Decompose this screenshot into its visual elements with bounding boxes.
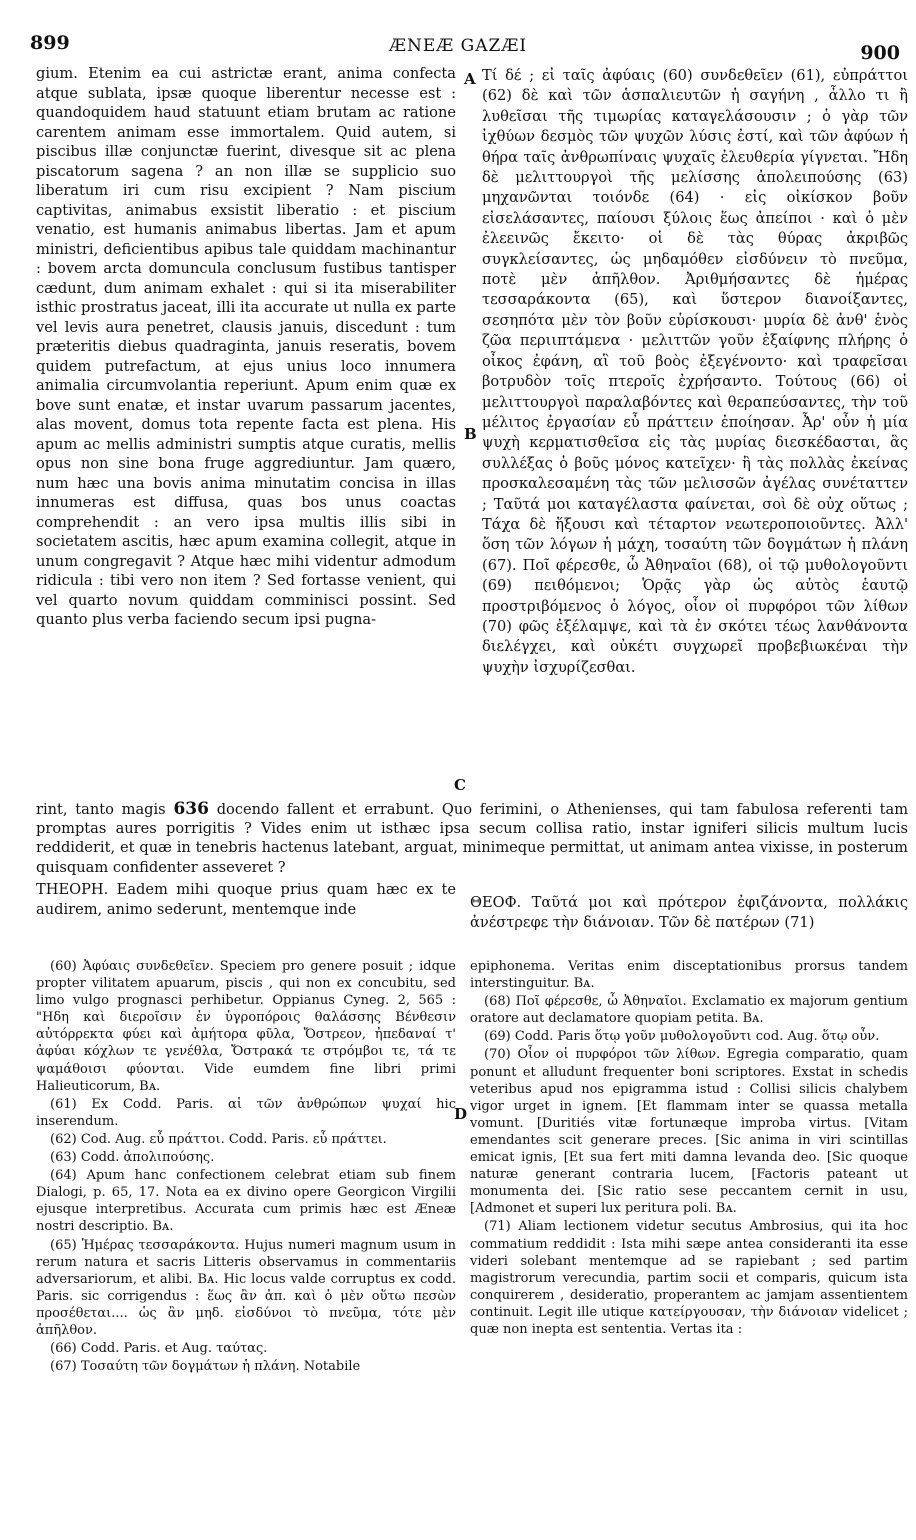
margin-letter-b: B bbox=[464, 425, 477, 443]
footnote: (71) Aliam lectionem videtur secutus Ambrosius, qui ita hoc commatium reddidit : Ista mihi sæpe antea consideranti ita esse videri solebant mentemque ad se rapiebant ; sed partim magistrorum verecundia, partim socii et comparis, quicum ista conquirerem , desideratio, properantem ac jamjam assentientem continuit. Legit ille utique κατείργουσαν, τὴν διάνοιαν videlicet ; quæ non inepta est sententia. Vertas ita : bbox=[470, 1219, 908, 1337]
full-width-lead: rint, tanto magis bbox=[36, 801, 166, 818]
column-number: 636 bbox=[173, 800, 209, 819]
speaker-latin-text: THEOPH. Eadem mihi quoque prius quam hæc ex te audirem, animo sederunt, mentemque inde bbox=[36, 881, 456, 918]
latin-text: gium. Etenim ea cui astrictæ erant, anima confecta atque sublata, ipsæ quoque liberentur necesse est : quandoquidem haud statuunt etiam brutam ac ratione carentem animam esse immortalem. Quid autem, si piscibus illæ conjunctæ fuerint, divesque sit ac plena piscatorum sagena ? an non illæ se supplicio suo liberatum iri cum risu excipient ? Nam piscium captivitas, animabus exsistit liberatio : et piscium venatio, est humanis animabus libertas. Jam et apum ministri, deficientibus apibus tale quiddam machinantur : bovem arcta domuncula conclusum fustibus tantisper cædunt, dum animam exhalet : qui si ita miserabiliter isthic prostratus jaceat, illi ita accurate ut nulla ex parte vel levis aura penetret, clausis januis, discedunt : tum præteritis diebus quadraginta, januis reseratis, bovem quidem putrefactum, at ejus unius loco innumera animalia circumvolantia reperiunt. Apum enim quæ ex bove sunt enatæ, et instar uvarum passarum jacentes, alas movent, domus tota repente facta est plena. His apum ac mellis administri sumptis atque curatis, mellis opus non sine bona fruge aggrediuntur. Jam quæro, num hæc una bovis anima minutatim concisa in illas innumeras est diffusa, quas bos unus coactas comprehendit : an vero ipsa multis illis sibi in societatem ascitis, hæc apum examina collegit, atque in unum congregavit ? Atque hæc mihi videntur admodum ridicula : tibi vero non item ? Sed fortasse venient, qui vel quarto novum quiddam comminisci possint. Sed quanto plus verba faciendo secum ipsi pugna- bbox=[36, 65, 456, 628]
footnote: (63) Codd. ἀπολιπούσης. bbox=[50, 1150, 215, 1166]
greek-column bbox=[482, 66, 908, 678]
footnote: (61) Ex Codd. Paris. αἱ τῶν ἀνθρώπων ψυχαί hic inserendum. bbox=[36, 1096, 456, 1129]
footnote: epiphonema. Veritas enim disceptationibus prorsus tandem interstinguitur. Bᴀ. bbox=[470, 959, 908, 992]
speaker-greek bbox=[470, 893, 908, 933]
footnote: (65) Ἡμέρας τεσσαράκοντα. Hujus numeri magnum usum in rerum natura et sacris Litteris observamus in commentariis adversariorum, et alibi. Bᴀ. Hic locus valde corruptus ex codd. Paris. sic corrigendus : ἕως ἂν ἀπ. καὶ ὁ μὲν οὕτω πεσὼν προσέθεται.... ὡς ἂν μηδ. εἰσδύνοι τὸ πνεῦμα, τότε μὲν ἀπῆλθον. bbox=[36, 1237, 456, 1338]
footnote: (60) Ἀφύαις συνδεθεῖεν. Speciem pro genere posuit ; idque propter vilitatem apuarum, piscis , qui non ex concubitu, sed limo vulgo prognasci perhibetur. Oppianus Cyneg. 2, 565 : "Ηδη καὶ διεροῖσιν ἐν ὑγροπόροις θαλάσσης Βένθεσιν αὐτόρρεκτα φύει καὶ ἀμήτορα φῦλα, Ὄστρεον, ἠπεδαναί τ' ἀφύαι κόχλων τε γενέθλα, Ὄστρακά τε στρόμβοι τε, τά τε ψαμάθοισι φύονται. Vide eumdem fine libri primi Halieuticorum, Bᴀ. bbox=[36, 959, 456, 1094]
speaker-latin bbox=[36, 880, 456, 919]
page-number-right: 900 bbox=[860, 42, 900, 64]
footnote: (70) Οἷον οἱ πυρφόροι τῶν λίθων. Egregia comparatio, quam ponunt et alludunt frequenter boni scriptores. Exstat in schedis veteribus apud nos epigramma istud : Collisi silicis chalybem vigor urget in ignem. [Et flammam inter se quassa metalla vomunt. [Duritiés vitæ fortunæque improba virtus. [Vitam emendantes scit generare preces. [Sic anima in viri scintillas emicat ignis, [Et sua fert miti damna levanda deo. [Sic quoque naturæ generant contraria lucem, [Factoris pateant ut monumenta dei. [Sic ratio sese peccantem cernit in usu, [Admonet et superi lux peritura poli. Bᴀ. bbox=[470, 1047, 908, 1217]
page-number-left: 899 bbox=[30, 32, 70, 54]
full-width-latin bbox=[36, 800, 908, 877]
footnote: (68) Ποῖ φέρεσθε, ὦ Ἀθηναῖοι. Exclamatio ex majorum gentium oratore aut declamatore quopiam petita. Bᴀ. bbox=[470, 994, 908, 1027]
footnotes-left bbox=[36, 958, 456, 1376]
margin-letter-d: D bbox=[454, 1105, 468, 1123]
speaker-greek-text: ΘΕΟΦ. Ταῦτά μοι καὶ πρότερον ἐφιζάνοντα, πολλάκις ἀνέστρεφε τὴν διάνοιαν. Τῶν δὲ πατέρων (71) bbox=[470, 894, 908, 931]
footnote: (64) Apum hanc confectionem celebrat etiam sub finem Dialogi, p. 65, 17. Nota ea ex divino opere Georgicon Virgilii ejusque interpretibus. Accurata cum primis hæc est Æneæ nostri descriptio. Bᴀ. bbox=[36, 1168, 456, 1235]
footnote: (62) Cod. Aug. εὖ πράττοι. Codd. Paris. εὖ πράττει. bbox=[50, 1131, 387, 1147]
margin-letter-a: A bbox=[464, 70, 476, 88]
margin-letter-c: C bbox=[454, 776, 466, 794]
running-title: ÆNEÆ GAZÆI bbox=[388, 36, 528, 56]
full-width-rest: docendo fallent et errabunt. Quo ferimini, o Athenienses, qui tam fabulosa referenti tam promptas aures porrigitis ? Vides enim ut isthæc ipsa secum collisa ratio, instar igniferi silicis multum lucis reddiderit, et quæ in tenebris hactenus latebant, arguat, minimeque permittat, ut animam antea vixisse, in posterum quisquam confidenter asseveret ? bbox=[36, 801, 908, 876]
full-width-paragraph bbox=[36, 800, 908, 877]
footnotes-right bbox=[470, 958, 908, 1339]
footnote: (69) Codd. Paris ὅτῳ γοῦν μυθολογοῦντι cod. Aug. ὅτῳ οὖν. bbox=[484, 1029, 880, 1045]
latin-column bbox=[36, 64, 456, 630]
footnote: (66) Codd. Paris. et Aug. ταύτας. bbox=[50, 1341, 268, 1357]
footnote: (67) Τοσαύτη τῶν δογμάτων ἡ πλάνη. Notabile bbox=[50, 1359, 361, 1375]
greek-text: Τί δέ ; εἰ ταῖς ἀφύαις (60) συνδεθεῖεν (61), εὐπράττοι (62) δὲ καὶ τῶν ἁσπαλιευτῶν ἡ σαγήνη , ἆλλο τι ἢ λυθεῖσαι τῆς τιμωρίας καταγελάσουσιν ; ὁ γὰρ τῶν ἰχθύων δεσμὸς τῶν ψυχῶν λύσις ἐστί, καὶ τῶν ἀφύων ἡ θήρα ταῖς ἀνθρωπίναις ψυχαῖς ἐλευθερία γίγνεται. Ἤδη δὲ μελιττουργοὶ τῆς μελίσσης ἀπολειπούσης (63) μηχανῶνται τοιόνδε (64) · εἰς οἰκίσκον βοῦν εἰσελάσαντες, παίουσι ξύλοις ἕως ἀπείποι · καὶ ὁ μὲν ἐλεεινῶς ἔκειτο· οἱ δὲ τὰς θύρας ἀκριβῶς συγκλείσαντες, ὡς μηδαμόθεν εἰσδύνειν τὸ πνεῦμα, ποτὲ μὲν ἀπῆλθον. Ἀριθμήσαντες δὲ ἡμέρας τεσσαράκοντα (65), καὶ ὕστερον διανοίξαντες, σεσηπότα μὲν τὸν βοῦν εὑρίσκουσι· μυρία δὲ ἀνθ' ἑνὸς ζῶα περιιπτάμενα · μελιττῶν γοῦν ἐξαίφνης πλήρης ὁ οἶκος ἐφάνη, αἳ τοῦ βοὸς ἐξεγένοντο· καὶ τραφεῖσαι βοτρυδὸν τοῖς πτεροῖς ἐχρήσαντο. Τούτους (66) οἱ μελιττουργοὶ παραλαβόντες καὶ θεραπεύσαντες, τὴν τοῦ μέλιτος ἐργασίαν εὖ πράττειν ἐποίησαν. Ἆρ' οὖν ἡ μία ψυχὴ κερματισθεῖσα εἰς τὰς μυρίας διεσκέδασται, ἃς συλλέξας ὁ βοῦς μόνος κατεῖχεν· ἢ τὰς πολλὰς ἐκείνας προσκαλεσαμένη τὰς τῶν μελισσῶν ἀγέλας συνέταττεν ; Ταῦτά μοι καταγέλαστα φαίνεται, σοὶ δὲ οὐχ οὕτως ; Τάχα δὲ ἥξουσι καὶ τέταρτον νεωτεροποιοῦντες. Ἀλλ' ὅση τῶν λόγων ἡ μάχη, τοσαύτη τῶν δογμάτων ἡ πλάνη (67). Ποῖ φέρεσθε, ὦ Ἀθηναῖοι (68), οἱ τῷ μυθολογοῦντι (69) πειθόμενοι; Ὁρᾷς γὰρ ὡς αὐτὸς ἑαυτῷ προστριβόμενος ὁ λόγος, οἷον οἱ πυρφόροι τῶν λίθων (70) φῶς ἐξέλαμψε, καὶ τὰ ἐν σκότει τέως λανθάνοντα διελέγχει, καὶ οὐκέτι συγχωρεῖ προβεβιωκέναι τὴν ψυχὴν ἰσχυρίζεσθαι. bbox=[482, 67, 908, 676]
